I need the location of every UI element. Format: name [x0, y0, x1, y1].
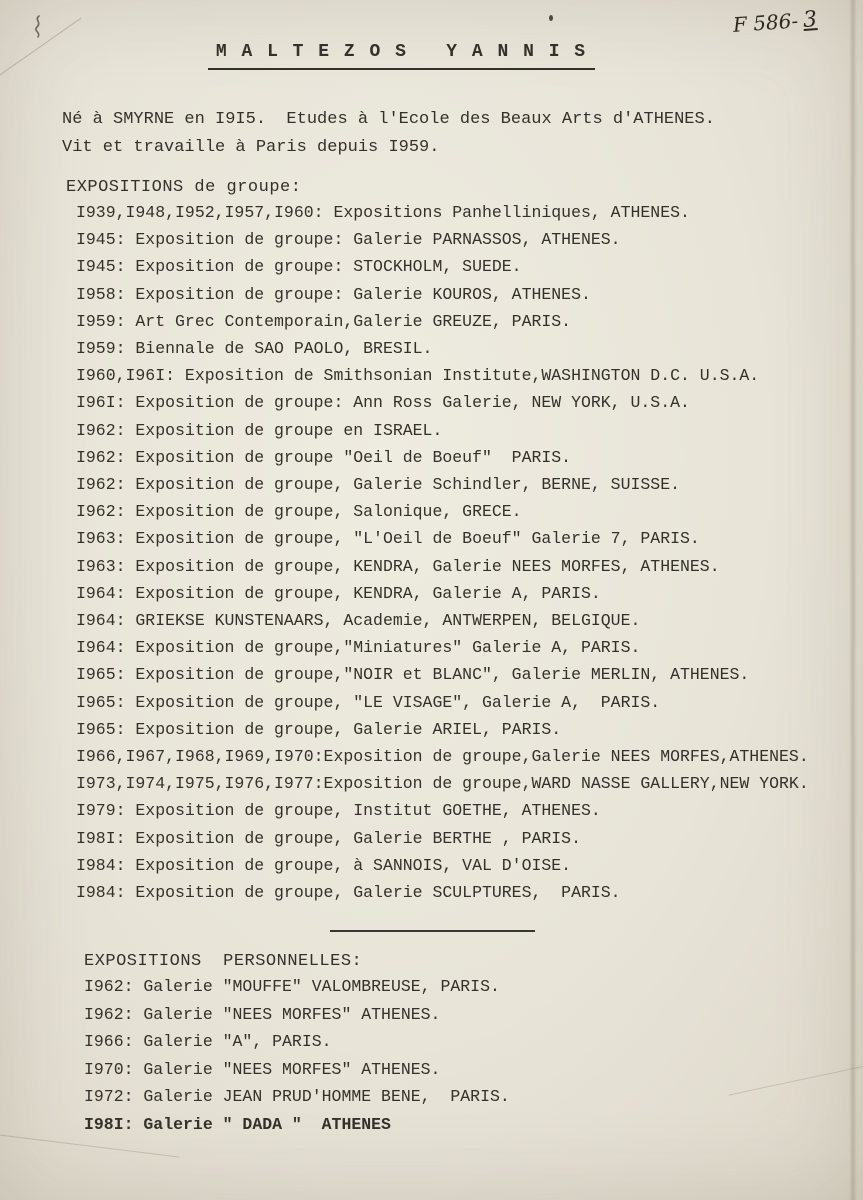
annotation-prefix: F 586-	[732, 8, 799, 37]
exhibition-line: I964: Exposition de groupe,"Miniatures" Galerie A, PARIS.	[76, 638, 641, 658]
exhibition-line: I972: Galerie JEAN PRUD'HOMME BENE, PARIS.	[84, 1087, 510, 1107]
exhibition-line: I962: Galerie "MOUFFE" VALOMBREUSE, PARIS.	[84, 977, 500, 997]
exhibition-line: I959: Biennale de SAO PAOLO, BRESIL.	[76, 339, 433, 359]
exhibition-line: I979: Exposition de groupe, Institut GOETHE, ATHENES.	[76, 801, 601, 821]
exhibition-line: I96I: Exposition de groupe: Ann Ross Galerie, NEW YORK, U.S.A.	[76, 393, 690, 413]
exhibition-line: I962: Exposition de groupe "Oeil de Boeuf" PARIS.	[76, 447, 572, 467]
exhibition-line: I963: Exposition de groupe, "L'Oeil de Boeuf" Galerie 7, PARIS.	[76, 529, 700, 549]
exhibition-line: I962: Exposition de groupe, Salonique, GRECE.	[76, 502, 522, 522]
section-divider	[330, 930, 535, 932]
exhibition-line: I984: Exposition de groupe, à SANNOIS, VAL D'OISE.	[76, 855, 572, 875]
exhibition-line: I965: Exposition de groupe, Galerie ARIEL, PARIS.	[76, 719, 562, 739]
group-exhibition-list	[76, 199, 863, 906]
exhibition-line: I959: Art Grec Contemporain,Galerie GREUZE, PARIS.	[76, 311, 572, 331]
section-heading-personal: EXPOSITIONS PERSONNELLES:	[84, 952, 363, 972]
exhibition-line: I966,I967,I968,I969,I970:Exposition de groupe,Galerie NEES MORFES,ATHENES.	[76, 747, 809, 767]
handwritten-squiggle-mark	[30, 14, 48, 40]
bio-intro	[62, 106, 863, 162]
exhibition-line: I98I: Exposition de groupe, Galerie BERTHE , PARIS.	[76, 828, 581, 848]
bio-line: Né à SMYRNE en I9I5. Etudes à l'Ecole des Beaux Arts d'ATHENES.	[62, 110, 715, 129]
exhibition-line: I958: Exposition de groupe: Galerie KOUROS, ATHENES.	[76, 284, 591, 304]
exhibition-line: I939,I948,I952,I957,I960: Expositions Panhelliniques, ATHENES.	[76, 203, 690, 222]
exhibition-line: I965: Exposition de groupe, "LE VISAGE", Galerie A, PARIS.	[76, 692, 661, 712]
page-title: M A L T E Z O S Y A N N I S	[208, 42, 595, 70]
exhibition-line: I984: Exposition de groupe, Galerie SCULPTURES, PARIS.	[76, 883, 621, 903]
exhibition-line: I962: Exposition de groupe, Galerie Schindler, BERNE, SUISSE.	[76, 475, 680, 495]
bio-line: Vit et travaille à Paris depuis I959.	[62, 138, 440, 157]
personal-exhibition-list	[84, 973, 863, 1138]
exhibition-line: I963: Exposition de groupe, KENDRA, Galerie NEES MORFES, ATHENES.	[76, 556, 720, 576]
exhibition-line: I966: Galerie "A", PARIS.	[84, 1032, 332, 1052]
exhibition-line: I945: Exposition de groupe: Galerie PARNASSOS, ATHENES.	[76, 230, 621, 250]
section-heading-group: EXPOSITIONS de groupe:	[66, 178, 302, 197]
paper-crease	[849, 0, 857, 1200]
exhibition-line: I962: Galerie "NEES MORFES" ATHENES.	[84, 1004, 441, 1024]
ink-speck	[549, 15, 553, 21]
exhibition-line: I98I: Galerie " DADA " ATHENES	[84, 1114, 391, 1134]
exhibition-line: I962: Exposition de groupe en ISRAEL.	[76, 420, 443, 440]
exhibition-line: I945: Exposition de groupe: STOCKHOLM, SUEDE.	[76, 257, 522, 277]
annotation-number: 3	[802, 7, 818, 34]
exhibition-line: I964: Exposition de groupe, KENDRA, Galerie A, PARIS.	[76, 583, 601, 603]
exhibition-line: I960,I96I: Exposition de Smithsonian Institute,WASHINGTON D.C. U.S.A.	[76, 366, 760, 386]
exhibition-line: I964: GRIEKSE KUNSTENAARS, Academie, ANTWERPEN, BELGIQUE.	[76, 611, 641, 631]
exhibition-line: I970: Galerie "NEES MORFES" ATHENES.	[84, 1059, 441, 1079]
exhibition-line: I965: Exposition de groupe,"NOIR et BLANC", Galerie MERLIN, ATHENES.	[76, 665, 750, 685]
exhibition-line: I973,I974,I975,I976,I977:Exposition de groupe,WARD NASSE GALLERY,NEW YORK.	[76, 774, 809, 794]
